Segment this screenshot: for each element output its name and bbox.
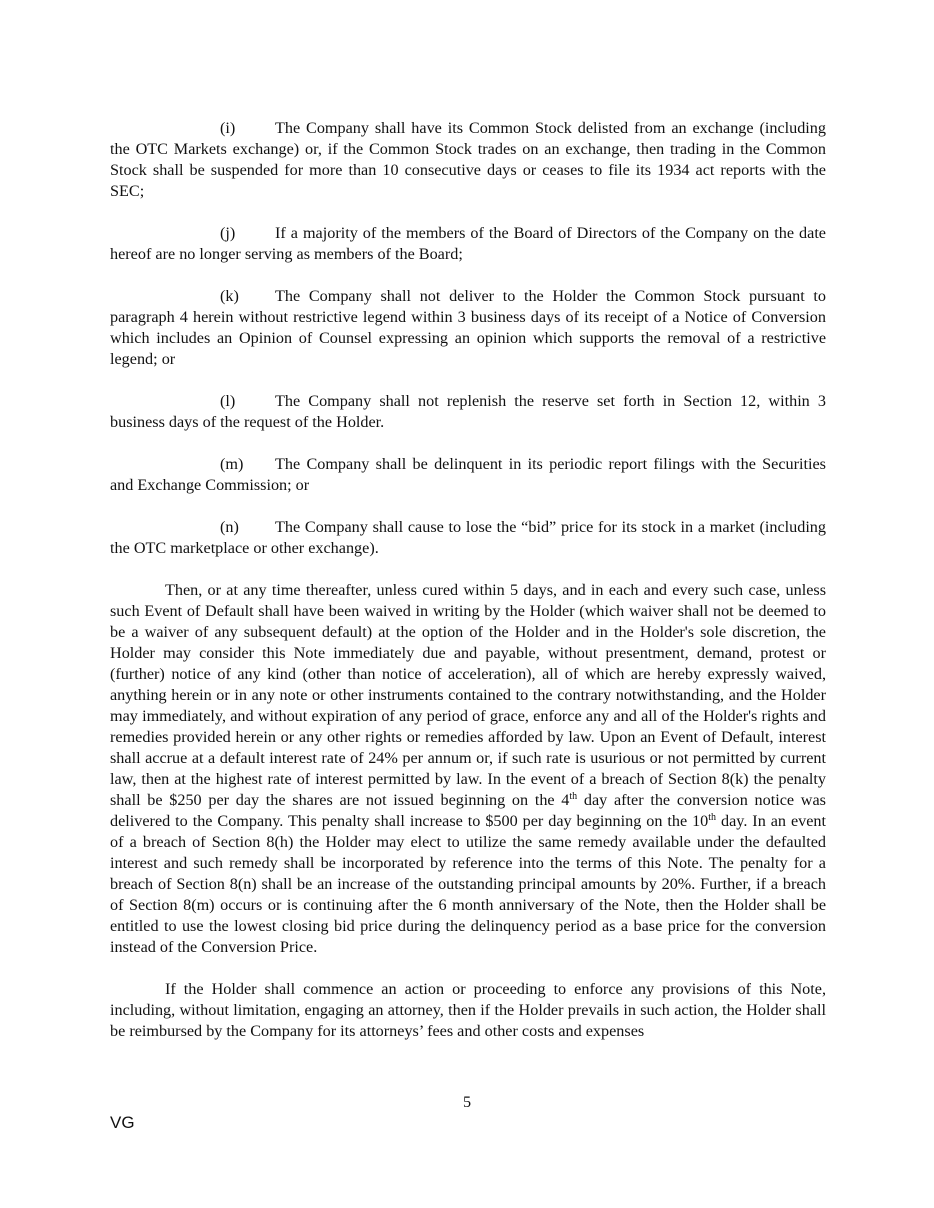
clause-n [110, 517, 826, 559]
clause-label: (j) [220, 224, 236, 242]
paragraph-text: day. In an event of a breach of Section 8(h) the Holder may elect to utilize the same remedy available under the defaulted interest and such remedy shall be incorporated by reference into the terms of this Note. The penalty for a breach of Section 8(n) shall be an increase of the outstanding principal amounts by 20%. Further, if a breach of Section 8(m) occurs or is continuing after the 6 month anniversary of the Note, then the Holder shall be entitled to use the lowest closing bid price during the delinquency period as a base price for the conversion instead of the Conversion Price. [110, 812, 827, 956]
clause-label: (i) [220, 119, 236, 137]
clause-label: (n) [220, 518, 239, 536]
clause-text: The Company shall not replenish the reserve set forth in Section 12, within 3 business days of the request of the Holder. [110, 392, 826, 431]
clause-label: (l) [220, 392, 236, 410]
ordinal-suffix: th [569, 791, 578, 802]
ordinal-suffix: th [708, 812, 717, 823]
clause-l [110, 391, 826, 433]
page-number: 5 [462, 1093, 472, 1111]
clause-text: If a majority of the members of the Board of Directors of the Company on the date hereof are no longer serving as members of the Board; [110, 224, 826, 263]
clause-label: (m) [220, 455, 244, 473]
clause-k [110, 286, 826, 370]
clause-label: (k) [220, 287, 239, 305]
attorney-fees-paragraph: If the Holder shall commence an action or proceeding to enforce any provisions of this Note, including, without limitation, engaging an attorney, then if the Holder prevails in such action, the Holder shall be reimbursed by the Company for its attorneys’ fees and other costs and expenses [110, 980, 826, 1040]
paragraph-text: day after the conversion notice was delivered to the Company. This penalty shall increase to $500 per day beginning on the 10 [110, 791, 826, 830]
clause-text: The Company shall cause to lose the “bid” price for its stock in a market (including the OTC marketplace or other exchange). [110, 518, 826, 557]
clause-i [110, 118, 826, 202]
clause-j [110, 223, 826, 265]
clause-text: The Company shall be delinquent in its periodic report filings with the Securities and Exchange Commission; or [110, 455, 826, 494]
clause-text: The Company shall not deliver to the Holder the Common Stock pursuant to paragraph 4 herein without restrictive legend within 3 business days of its receipt of a Notice of Conversion which includes an Opinion of Counsel expressing an opinion which supports the removal of a restrictive legend; or [110, 287, 826, 368]
event-of-default-paragraph [110, 580, 826, 958]
paragraph-text: Then, or at any time thereafter, unless cured within 5 days, and in each and every such case, unless such Event of Default shall have been waived in writing by the Holder (which waiver shall not be deemed to be a waiver of any subsequent default) at the option of the Holder and in the Holder's sole discretion, the Holder may consider this Note immediately due and payable, without presentment, demand, protest or (further) notice of any kind (other than notice of acceleration), all of which are hereby expressly waived, anything herein or in any note or other instruments contained to the contrary notwithstanding, and the Holder may immediately, and without expiration of any period of grace, enforce any and all of the Holder's rights and remedies provided herein or any other rights or remedies afforded by law. Upon an Event of Default, interest shall accrue at a default interest rate of 24% per annum or, if such rate is usurious or not permitted by current law, then at the highest rate of interest permitted by law. In the event of a breach of Section 8(k) the penalty shall be $250 per day the shares are not issued beginning on the 4 [110, 581, 826, 809]
clause-text: The Company shall have its Common Stock delisted from an exchange (including the OTC Markets exchange) or, if the Common Stock trades on an exchange, then trading in the Common Stock shall be suspended for more than 10 consecutive days or ceases to file its 1934 act reports with the SEC; [110, 119, 826, 200]
clause-m [110, 454, 826, 496]
document-body [110, 118, 826, 1063]
footer-initials: VG [110, 1113, 135, 1132]
